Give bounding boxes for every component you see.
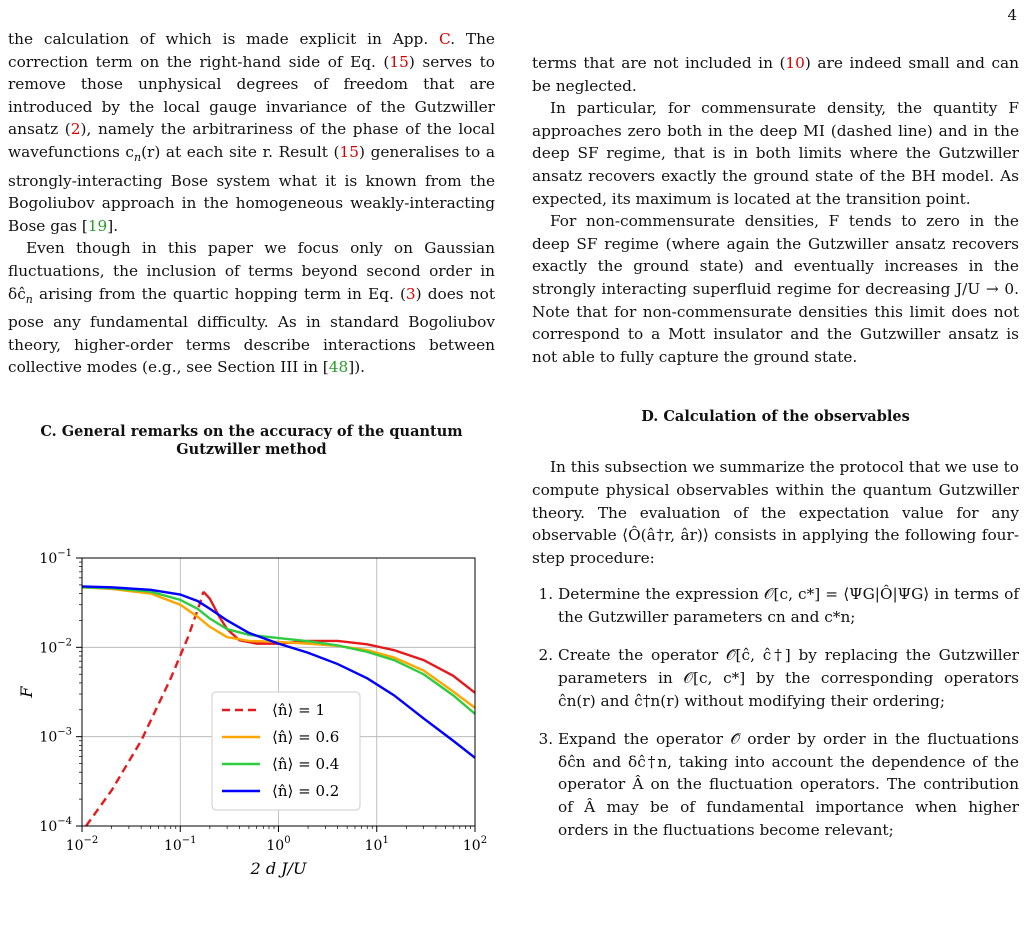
appendix-link[interactable]: C bbox=[439, 30, 451, 48]
y-tick-label: $10^{-3}$ bbox=[39, 726, 72, 746]
eq-link[interactable]: 3 bbox=[405, 284, 416, 303]
series-line-dashed bbox=[86, 592, 203, 826]
legend-label: ⟨n̂⟩ = 1 bbox=[272, 701, 326, 719]
right-column bbox=[532, 52, 1019, 857]
eq-link[interactable]: 10 bbox=[785, 54, 805, 72]
x-tick-label: $10^0$ bbox=[266, 835, 291, 854]
left-column bbox=[8, 28, 495, 459]
y-axis-label: F bbox=[17, 686, 36, 698]
citation-link[interactable]: 48 bbox=[328, 358, 349, 377]
procedure-list bbox=[532, 583, 1019, 841]
x-tick-label: $10^2$ bbox=[462, 835, 488, 854]
y-tick-label: $10^{-2}$ bbox=[39, 637, 72, 657]
legend-label: ⟨n̂⟩ = 0.4 bbox=[272, 755, 340, 773]
eq-link[interactable]: 15 bbox=[339, 142, 359, 161]
legend-label: ⟨n̂⟩ = 0.2 bbox=[272, 782, 340, 800]
legend-label: ⟨n̂⟩ = 0.6 bbox=[272, 728, 340, 746]
procedure-step: 3. Expand the operator 𝒪̂ order by order in the fluctuations δĉn and δĉ†n, taking into account the dependence of the operator Â on the fluctuation operators. The contribution of Â may be of fundamental importance when higher orders in the fluctuations become relevant; bbox=[558, 728, 1019, 841]
procedure-step: 1. Determine the expression 𝒪[c, c*] = ⟨ΨG|Ô|ΨG⟩ in terms of the Gutzwiller parameters cn and c*n; bbox=[558, 583, 1019, 628]
x-axis-label: 2 d J/U bbox=[250, 859, 307, 878]
procedure-step: 2. Create the operator 𝒪̂[ĉ, ĉ†] by replacing the Gutzwiller parameters in 𝒪[c, c*] by the corresponding operators ĉn(r) and ĉ†n(r) without modifying their ordering; bbox=[558, 644, 1019, 712]
left-paragraph-1: the calculation of which is made explicit in App. C. The correction term on the right-hand side of Eq. (15) serves to remove those unphysical degrees of freedom that are introduced by the local gauge invariance of the Gutzwiller ansatz (2), namely the arbitrariness of the phase of the local wavefunctions $c_n(r)$ at each site r. Result (15) generalises to a strongly-interacting Bose system what it is known from the Bogoliubov approach in the homogeneous weakly-interacting Bose gas [19]. bbox=[8, 30, 496, 235]
eq-link[interactable]: 15 bbox=[389, 52, 409, 71]
y-tick-label: $10^{-1}$ bbox=[39, 548, 72, 567]
section-c-heading: C. General remarks on the accuracy of the quantum Gutzwiller method bbox=[40, 423, 463, 458]
section-d-heading: D. Calculation of the observables bbox=[641, 408, 910, 426]
page-number: 4 bbox=[1007, 6, 1017, 24]
left-paragraph-2: Even though in this paper we focus only on Gaussian fluctuations, the inclusion of terms beyond second order in $\delta ĉ_n$ arising from the quartic hopping term in Eq. (3) does not pose any fundamental difficulty. As in standard Bogoliubov theory, higher-order terms describe interactions between collective modes (e.g., see Section III in [48]). bbox=[8, 239, 495, 377]
right-paragraph-3: For non-commensurate densities, F tends to zero in the deep SF regime (where again the Gutzwiller ansatz recovers exactly the ground state) and eventually increases in the strongly interacting superfluid regime for decreasing J/U → 0. Note that for non-commensurate densities this limit does not correspond to a Mott insulator and the Gutzwiller ansatz is not able to fully capture the ground state. bbox=[532, 212, 1019, 366]
x-tick-label: $10^{-1}$ bbox=[163, 835, 197, 854]
figure-chart bbox=[17, 548, 500, 878]
right-paragraph-2: In particular, for commensurate density, the quantity F approaches zero both in the deep MI (dashed line) and in the deep SF regime, that is in both limits where the Gutzwiller ansatz recovers exactly the ground state of the BH model. As expected, its maximum is located at the transition point. bbox=[532, 99, 1019, 208]
x-tick-label: $10^{-2}$ bbox=[65, 835, 99, 854]
y-tick-label: $10^{-4}$ bbox=[39, 816, 72, 835]
right-paragraph-1: terms that are not included in (10) are indeed small and can be neglected. bbox=[532, 54, 1019, 95]
eq-link[interactable]: 2 bbox=[70, 120, 81, 139]
x-tick-label: $10^1$ bbox=[364, 835, 389, 854]
citation-link[interactable]: 19 bbox=[87, 216, 108, 235]
right-paragraph-4: In this subsection we summarize the protocol that we use to compute physical observables within the quantum Gutzwiller theory. The evaluation of the expectation value for any observable ⟨Ô(â†r, âr)⟩ consists in applying the following four-step procedure: bbox=[532, 458, 1019, 567]
